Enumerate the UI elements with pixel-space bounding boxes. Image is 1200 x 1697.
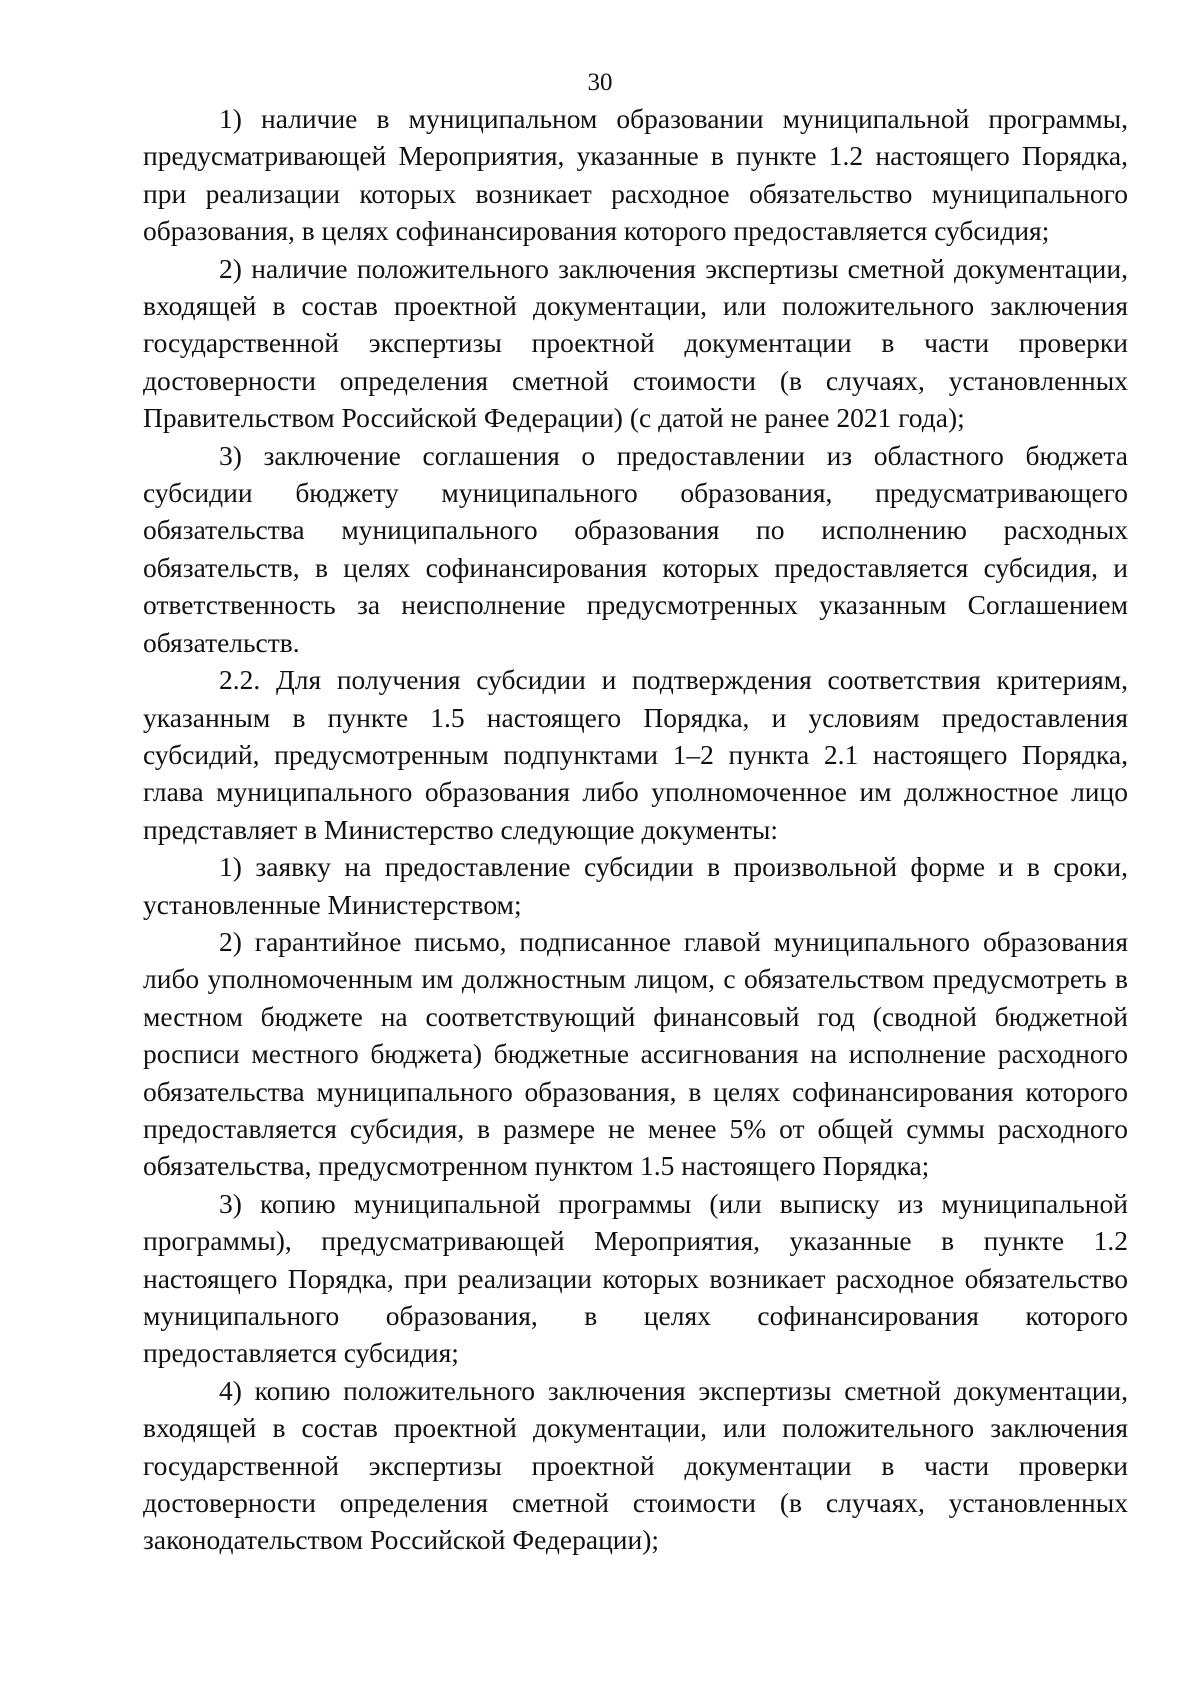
paragraph-condition-3: 3) заключение соглашения о предоставлении из областного бюджета субсидии бюджету муниципального образования, предусматривающего обязательства муниципального образования по исполнению расходных обязательств, в целях софинансирования которых предоставляется субсидия, и ответственность за неисполнение предусмотренных указанным Соглашением обязательств. — [143, 439, 1128, 658]
paragraph-document-2: 2) гарантийное письмо, подписанное главой муниципального образования либо уполномоченным им должностным лицом, с обязательством предусмотреть в местном бюджете на соответствующий финансовый год (сводной бюджетной росписи местного бюджета) бюджетные ассигнования на исполнение расходного обязательства муниципального образования, в целях софинансирования которого предоставляется субсидия, в размере не менее 5% от общей суммы расходного обязательства, предусмотренном пунктом 1.5 настоящего Порядка; — [143, 925, 1128, 1182]
paragraph-document-1: 1) заявку на предоставление субсидии в произвольной форме и в сроки, установленные Министерством; — [143, 851, 1128, 920]
paragraph-condition-1: 1) наличие в муниципальном образовании муниципальной программы, предусматривающей Мероприятия, указанные в пункте 1.2 настоящего Порядка, при реализации которых возникает расходное обязательство муниципального образования, в целях софинансирования которого предоставляется субсидия; — [143, 103, 1128, 247]
page-number: 30 — [587, 69, 613, 96]
paragraph-document-3: 3) копию муниципальной программы (или выписку из муниципальной программы), предусматривающей Мероприятия, указанные в пункте 1.2 настоящего Порядка, при реализации которых возникает расходное обязательство муниципального образования, в целях софинансирования которого предоставляется субсидия; — [143, 1187, 1128, 1369]
paragraph-section-2-2: 2.2. Для получения субсидии и подтверждения соответствия критериям, указанным в пункте 1.5 настоящего Порядка, и условиям предоставления субсидий, предусмотренным подпунктами 1–2 пункта 2.1 настоящего Порядка, глава муниципального образования либо уполномоченное им должностное лицо представляет в Министерство следующие документы: — [143, 664, 1128, 845]
paragraph-condition-2: 2) наличие положительного заключения экспертизы сметной документации, входящей в состав проектной документации, или положительного заключения государственной экспертизы проектной документации в части проверки достоверности определения сметной стоимости (в случаях, установленных Правительством Российской Федерации) (с датой не ранее 2021 года); — [143, 252, 1128, 434]
document-body — [143, 100, 1128, 1559]
paragraph-document-4: 4) копию положительного заключения экспертизы сметной документации, входящей в состав проектной документации, или положительного заключения государственной экспертизы проектной документации в части проверки достоверности определения сметной стоимости (в случаях, установленных законодательством Российской Федерации); — [143, 1374, 1128, 1556]
